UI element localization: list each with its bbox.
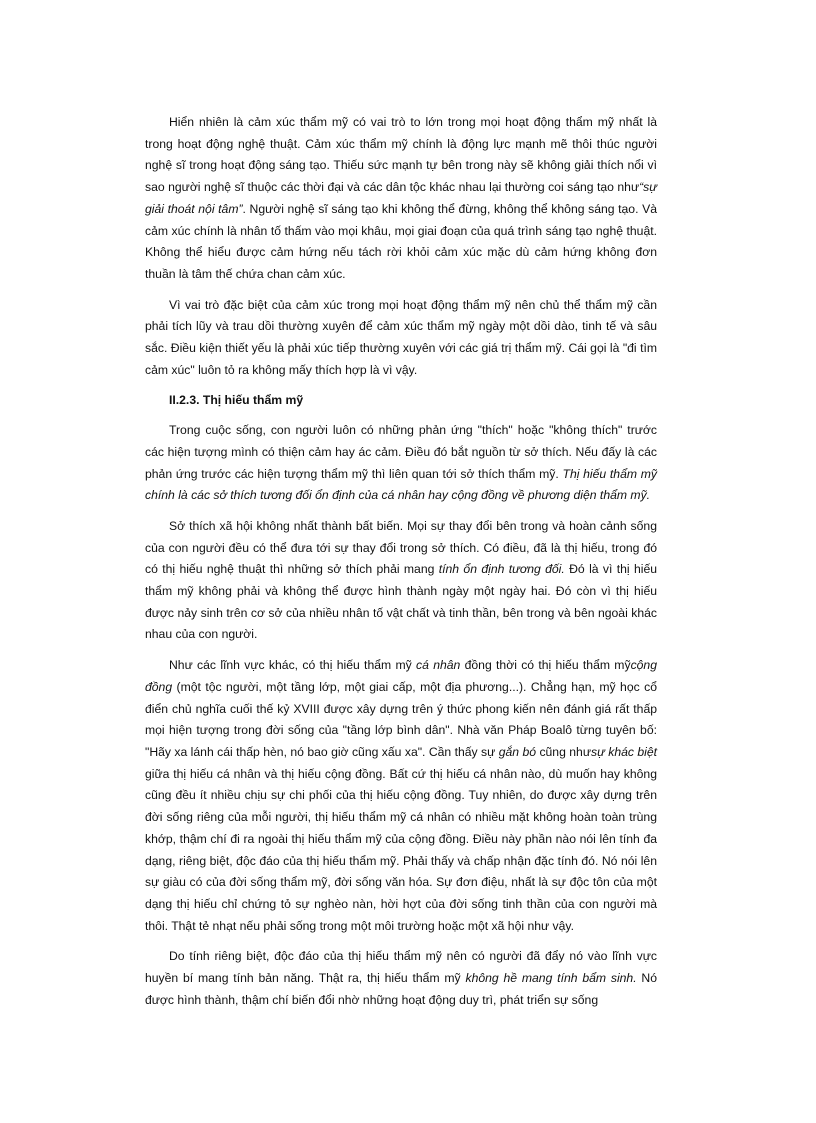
section-aesthetic-taste [145, 420, 657, 1011]
text-run: Vì vai trò đặc biệt của cảm xúc trong mọi hoạt động thẩm mỹ nên chủ thể thẩm mỹ cần phải tích lũy và trau dồi thường xuyên để cảm xúc thẩm mỹ ngày một dồi dào, tinh tế và sâu sắc. Điều kiện thiết yếu là phải xúc tiếp thường xuyên với các giá trị thẩm mỹ. Cái gọi là "đi tìm cảm xúc" luôn tỏ ra không mấy thích hợp là vì vậy. [145, 297, 657, 377]
text-run: Nó được hình thành, thậm chí biến đổi nhờ những hoạt động duy trì, phát triển sự sống [145, 971, 658, 1007]
text-run: Như các lĩnh vực khác, có thị hiếu thẩm mỹ [169, 658, 417, 673]
emphasis-text: cá nhân [416, 658, 461, 673]
text-run: Sở thích xã hội không nhất thành bất biến. Mọi sự thay đổi bên trong và hoàn cảnh sống của con người đều có thể đưa tới sự thay đổi trong sở thích. Có điều, đã là thị hiếu, trong đó có thị hiếu nghệ thuật thì những sở thích phải mang [145, 518, 657, 577]
emphasis-text: cộng đồng [145, 658, 657, 694]
emphasis-text: không hề mang tính bẩm sinh. [465, 971, 637, 986]
text-run: Hiển nhiên là cảm xúc thẩm mỹ có vai trò to lớn trong mọi hoạt động thẩm mỹ nhất là trong hoạt động nghệ thuật. Cảm xúc thẩm mỹ chính là động lực mạnh mẽ thôi thúc người nghệ sĩ trong hoạt động sáng tạo. Thiếu sức mạnh tự bên trong này sẽ không giải thích nổi vì sao người nghệ sĩ thuộc các thời đại và các dân tộc khác nhau lại thường coi sáng tạo như [145, 115, 657, 195]
emphasis-text: gắn bó [498, 744, 537, 759]
emphasis-text: “sự giải thoát nội tâm” [145, 180, 657, 216]
emphasis-text: tính ổn định tương đối. [438, 562, 565, 577]
section-aesthetic-emotion [145, 112, 657, 381]
emphasis-text: Thị hiếu thẩm mỹ chính là các sở thích tương đối ổn định của cá nhân hay cộng đồng về phương diện thẩm mỹ. [145, 466, 657, 503]
text-run: Do tính riêng biệt, độc đáo của thị hiếu thẩm mỹ nên có người đã đẩy nó vào lĩnh vực huyền bí mang tính bản năng. Thật ra, thị hiếu thẩm mỹ [145, 949, 657, 986]
section-heading: II.2.3. Thị hiếu thẩm mỹ [169, 393, 304, 408]
paragraph [145, 946, 657, 1011]
text-run: Đó là vì thị hiếu thẩm mỹ không phải và không thể được hình thành ngày một ngày hai. Đó còn vì thị hiếu được nảy sinh trên cơ sở của nhiều nhân tố vật chất và tinh thần, bên trong và bên ngoài khác nhau của con người. [145, 562, 658, 642]
text-run: cũng như [536, 744, 591, 759]
paragraph [145, 516, 657, 646]
paragraph [145, 655, 657, 937]
text-run: (một tộc người, một tầng lớp, một giai cấp, một địa phương...). Chẳng hạn, mỹ học cổ điển chủ nghĩa cuối thế kỷ XVIII được xây dựng trên ý thức phong kiến nên đánh giá rất thấp mọi hiện tượng trong đời sống của "tầng lớp bình dân". Nhà văn Pháp Boalô từng tuyên bố: "Hãy xa lánh cái thấp hèn, nó bao giờ cũng xấu xa". Cần thấy sự [145, 679, 657, 759]
emphasis-text: sự khác biệt [591, 744, 658, 759]
text-run: Trong cuộc sống, con người luôn có những phản ứng "thích" hoặc "không thích" trước các hiện tượng mình có thiện cảm hay ác cảm. Điều đó bắt nguồn từ sở thích. Nếu đấy là các phản ứng trước các hiện tượng thẩm mỹ thì liên quan tới sở thích thẩm mỹ. [145, 423, 657, 481]
text-run: giữa thị hiếu cá nhân và thị hiếu cộng đồng. Bất cứ thị hiếu cá nhân nào, dù muốn hay không cũng đều ít nhiều chịu sự chi phối của thị hiếu cộng đồng. Tuy nhiên, do được xây dựng trên đời sống riêng của mỗi người, thị hiếu thẩm mỹ cá nhân có nhiều mặt không hoàn toàn trùng khớp, thậm chí đi ra ngoài thị hiếu thẩm mỹ của cộng đồng. Điều này phần nào nói lên tính đa dạng, riêng biệt, độc đáo của thị hiếu thẩm mỹ. Phải thấy và chấp nhận đặc tính đó. Nó nói lên sự giàu có của đời sống thẩm mỹ, đời sống văn hóa. Sự đơn điệu, nhất là sự độc tôn của một dạng thị hiếu chỉ chứng tỏ sự nghèo nàn, hời hợt của đời sống tinh thần của con người mà thôi. Thật tẻ nhạt nếu phải sống trong một môi trường hoặc một xã hội như vậy. [145, 766, 657, 933]
paragraph [145, 420, 657, 507]
text-run: . Người nghệ sĩ sáng tạo khi không thể đừng, không thể không sáng tạo. Và cảm xúc chính là nhân tố thấm vào mọi khâu, mọi giai đoạn của quá trình sáng tạo nghệ thuật. Không thể hiểu được cảm hứng nếu tách rời khỏi cảm xúc mặc dù cảm hứng không đơn thuần là tâm thế chứa chan cảm xúc. [145, 201, 657, 281]
paragraph [145, 295, 657, 382]
paragraph [145, 112, 657, 286]
document-page [145, 112, 657, 1020]
text-run: đồng thời có thị hiếu thẩm mỹ [460, 658, 631, 673]
